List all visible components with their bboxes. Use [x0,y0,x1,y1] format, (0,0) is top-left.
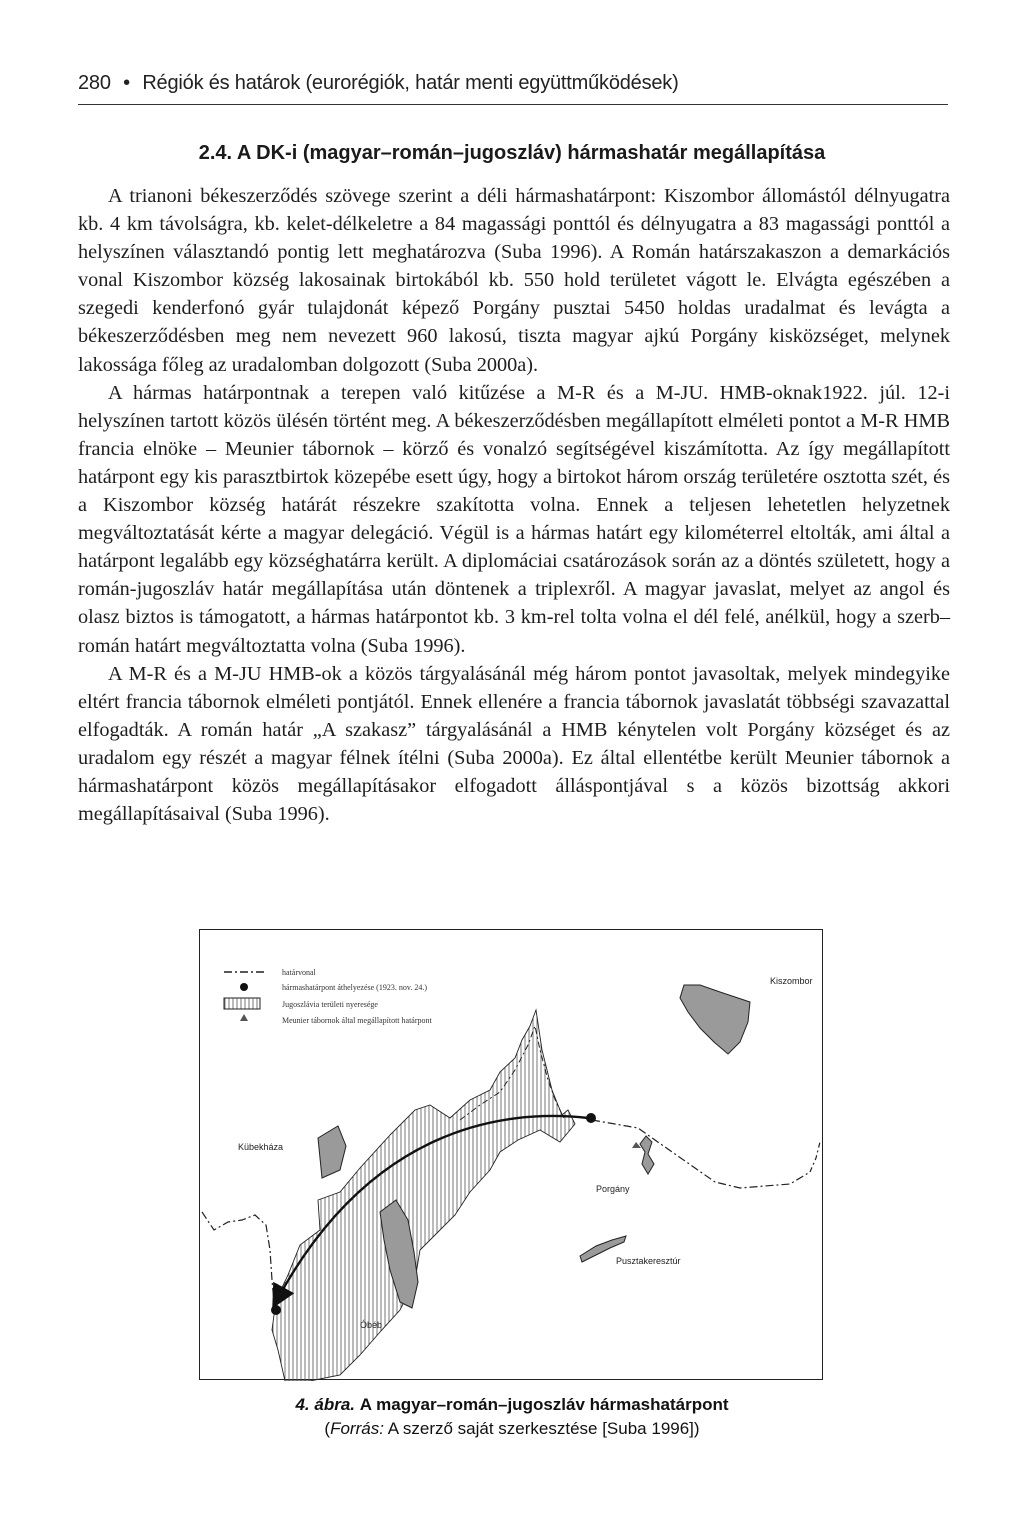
label-kiszombor: Kiszombor [770,976,813,986]
page-number: 280 [78,72,111,94]
running-header [78,72,948,95]
label-porgany: Porgány [596,1184,630,1194]
label-kubekhaza: Kübekháza [238,1142,284,1152]
figure-title: A magyar–román–jugoszláv hármashatárpont [359,1395,729,1414]
hatched-territory [272,1010,575,1381]
body-text [78,182,950,828]
legend-hatch-icon [224,998,260,1009]
legend-point-icon [240,983,248,991]
settlement-kubekhaza [318,1126,346,1178]
figure-map [199,929,823,1380]
caption-line-1 [0,1393,1024,1417]
source-text: A szerző saját szerkesztése [Suba 1996] [387,1419,694,1438]
triple-point-west [271,1305,281,1315]
settlement-porgany [640,1136,654,1174]
paragraph-1: A trianoni békeszerződés szövege szerint a déli hármashatárpont: Kiszombor állomástól délnyugatra kb. 4 km távolságra, kb. kelet-délkeletre a 84 magassági ponttól és délnyugatra a 83 magassági ponttól a helyszínen választandó pontig lett meghatározva (Suba 1996). A Román határszakaszon a demarkációs vonal Kiszombor község lakosainak birtokából kb. 550 hold területet vágott le. Elvágta egészében a szegedi kenderfonó gyár tulajdonát képező Porgány pusztai 5450 holdas uradalmat és levágta a békeszerződésben meg nem nevezett 960 lakosú, tiszta magyar ajkú Porgány kisközséget, melynek lakossága főleg az uradalomban dolgozott (Suba 2000a). [78,185,950,376]
label-obeb: Óbéb [360,1320,383,1330]
paragraph-2: A hármas határpontnak a terepen való kitűzése a M-R és a M-JU. HMB-oknak1922. júl. 12-i helyszínen tartott közös ülésén történt meg. A békeszerződésben megállapított elméleti pontot a M-R HMB francia elnöke – Meunier tábornok – körző és vonalzó segítségével kiszámította. Az így megállapított határpont egy kis parasztbirtok közepébe esett úgy, hogy a birtokot három ország területére osztotta szét, és a Kiszombor község határát részekre szakította volna. Ennek a teljesen lehetetlen helyzetnek megváltoztatását kérte a magyar delegáció. Végül is a hármas határt egy kilométerrel eltolták, ami által a határpont legalább egy községhatárra került. A diplomáciai csatározások során az a döntés született, hogy a román-jugoszláv határ megállapítása után döntenek a triplexről. A magyar javaslat, melyet az angol és olasz biztos is támogatott, a hármas határpontot kb. 3 km-rel tolta volna el dél felé, anélkül, hogy a szerb–román határt megváltoztatta volna (Suba 1996). [78,381,950,657]
header-rule [78,104,948,105]
source-label: Forrás: [330,1419,384,1438]
settlement-kiszombor [680,985,750,1054]
legend-label-gain: Jugoszlávia területi nyeresége [282,1000,378,1009]
map-legend [224,968,433,1025]
border-line-right-edge [810,1142,820,1172]
legend-label-meunier: Meunier tábornok által megállapított határpont [282,1016,432,1025]
figure-number: 4. ábra. [295,1395,356,1414]
meunier-point-triangle-icon [632,1142,641,1148]
running-title: Régiók és határok (eurorégiók, határ menti együttműködések) [142,72,679,94]
map-svg [200,930,824,1381]
header-bullet: • [123,72,130,94]
figure-caption [0,1393,1024,1441]
label-pusztakeresztur: Pusztakeresztúr [616,1256,681,1266]
border-line-east [592,1120,810,1188]
paragraph-3: A M-R és a M-JU HMB-ok a közös tárgyalásánál még három pontot javasoltak, melyek mindegyike eltért francia tábornok elméleti pontjától. Ennek ellenére a francia tábornok javaslatát többségi szavazattal elfogadták. A román határ „A szakasz” tárgyalásánál a HMB kénytelen volt Porgány községet és az uradalom egy részét a magyar félnek ítélni (Suba 2000a). Ez által ellentétbe került Meunier tábornok a hármashatárpont közös megállapításakor elfogadott álláspontjával s a közös bizottság akkori megállapításaival (Suba 1996). [78,662,950,826]
legend-triangle-icon [240,1014,248,1021]
triple-point-east [586,1113,596,1123]
section-title: 2.4. A DK-i (magyar–román–jugoszláv) hármashatár megállapítása [198,142,826,164]
legend-label-border: határvonal [282,968,316,977]
caption-line-2: (Forrás: A szerző saját szerkesztése [Suba 1996]) [324,1419,700,1438]
legend-label-point: hármashatárpont áthelyezése (1923. nov. 24.) [282,983,427,992]
border-line-west [202,1212,274,1302]
